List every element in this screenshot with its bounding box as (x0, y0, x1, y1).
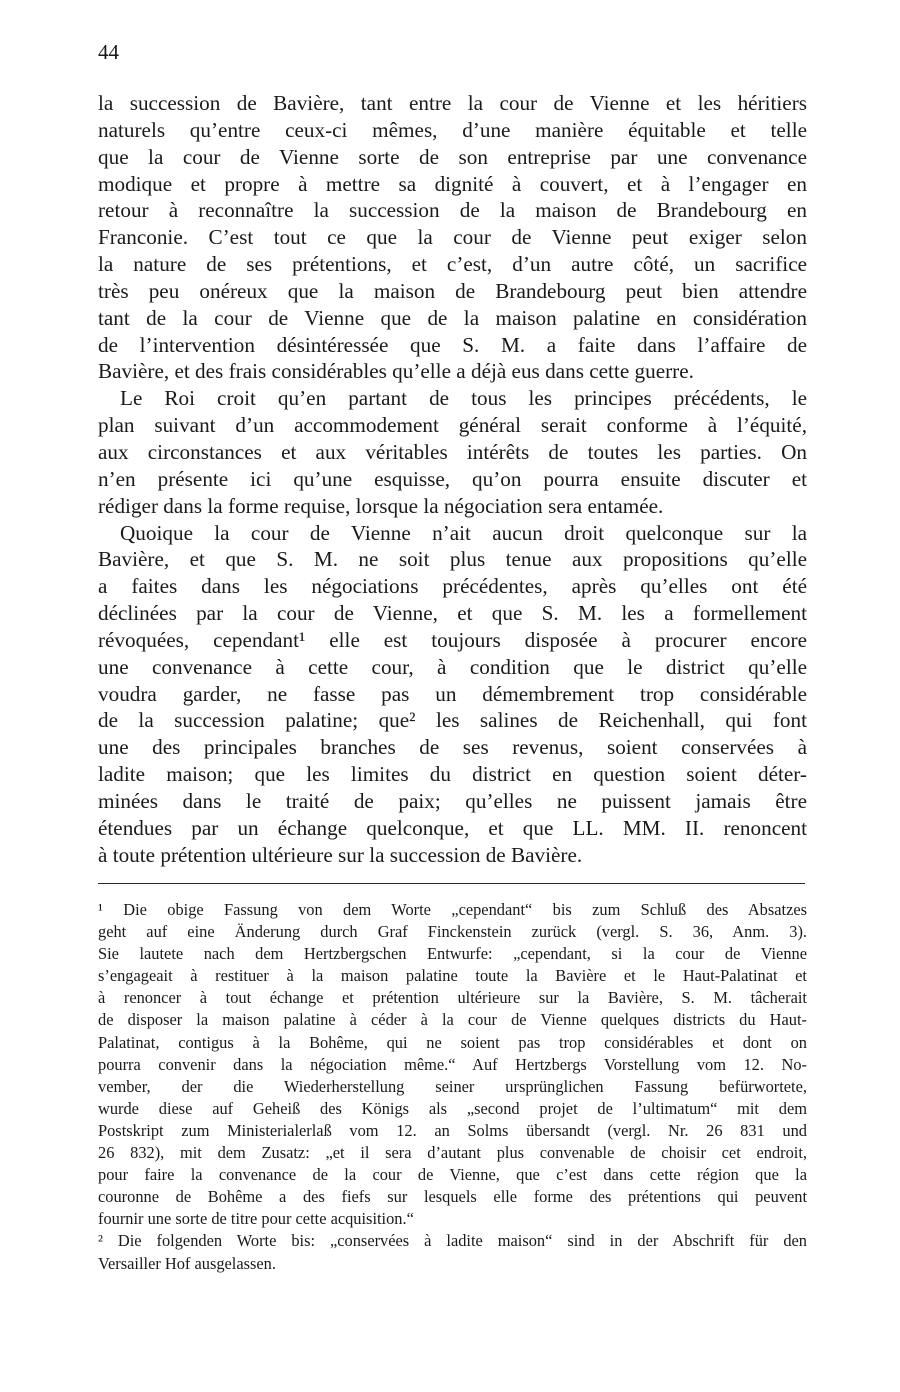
text-line: la nature de ses prétentions, et c’est, d’un autre côté, un sacrifice (98, 252, 807, 277)
footnote-line: s’engageait à restituer à la maison palatine toute la Bavière et le Haut-Palatinat et (98, 966, 807, 986)
text-line: tant de la cour de Vienne que de la maison palatine en considération (98, 305, 807, 330)
text-line: que la cour de Vienne sorte de son entreprise par une convenance (98, 144, 807, 169)
text-line: la succession de Bavière, tant entre la cour de Vienne et les héritiers (98, 91, 807, 115)
footnote-1 (98, 899, 807, 1230)
text-line: a faites dans les négociations précédentes, après qu’elles ont été (98, 574, 807, 599)
paragraph-2 (98, 385, 807, 519)
text-line: n’en présente ici qu’une esquisse, qu’on pourra ensuite discuter et (98, 466, 807, 491)
text-line: plan suivant d’un accommodement général serait conforme à l’équité, (98, 413, 807, 438)
footnote-line: pourra convenir dans la négociation même.“ Auf Hertzbergs Vorstellung vom 12. No- (98, 1054, 807, 1074)
footnote-line: vember, der die Wiederherstellung seiner ursprünglichen Fassung befürwortete, (98, 1076, 807, 1096)
text-line: Franconie. C’est tout ce que la cour de Vienne peut exiger selon (98, 225, 807, 250)
paragraph-1 (98, 90, 807, 385)
footnote-divider (98, 883, 805, 884)
footnote-line: couronne de Bohême a des fiefs sur lesquels elle forme des prétentions qui peuvent (98, 1187, 807, 1207)
footnote-line: Postskript zum Ministerialerlaß vom 12. an Solms übersandt (vergl. Nr. 26 831 und (98, 1120, 807, 1140)
text-line: Le Roi croit qu’en partant de tous les principes précédents, le (120, 386, 807, 411)
footnote-line: fournir une sorte de titre pour cette acquisition.“ (98, 1209, 414, 1229)
text-line: révoquées, cependant¹ elle est toujours disposée à procurer encore (98, 627, 807, 652)
footnote-line: de disposer la maison palatine à céder à la cour de Vienne quelques districts du Haut- (98, 1010, 807, 1030)
text-line: déclinées par la cour de Vienne, et que S. M. les a formellement (98, 601, 807, 626)
text-line: très peu onéreux que la maison de Brandebourg peut bien attendre (98, 278, 807, 303)
footnote-line: 26 832), mit dem Zusatz: „et il sera d’autant plus convenable de choisir cet endroit, (98, 1143, 807, 1163)
text-line: étendues par un échange quelconque, et que LL. MM. II. renoncent (98, 815, 807, 840)
body-text (98, 90, 807, 868)
text-line: rédiger dans la forme requise, lorsque la négociation sera entamée. (98, 493, 664, 518)
footnote-line: ¹ Die obige Fassung von dem Worte „cependant“ bis zum Schluß des Absatzes (98, 900, 807, 919)
footnote-line: wurde diese auf Geheiß des Königs als „second projet de l’ultimatum“ mit dem (98, 1098, 807, 1118)
text-line: de la succession palatine; que² les salines de Reichenhall, qui font (98, 708, 807, 733)
text-line: de l’intervention désintéressée que S. M. a faite dans l’affaire de (98, 332, 807, 357)
text-line: à toute prétention ultérieure sur la succession de Bavière. (98, 842, 583, 867)
text-line: Bavière, et des frais considérables qu’elle a déjà eus dans cette guerre. (98, 359, 694, 384)
page-number: 44 (98, 40, 119, 64)
footnote-line: geht auf eine Änderung durch Graf Finckenstein zurück (vergl. S. 36, Anm. 3). (98, 922, 807, 942)
text-line: aux circonstances et aux véritables intérêts de toutes les parties. On (98, 439, 807, 464)
text-line: Bavière, et que S. M. ne soit plus tenue aux propositions qu’elle (98, 547, 807, 572)
text-line: une convenance à cette cour, à condition que le district qu’elle (98, 654, 807, 679)
footnote-2 (98, 1230, 807, 1274)
footnote-line: pour faire la convenance de la cour de Vienne, que c’est dans cette région que la (98, 1165, 807, 1185)
text-line: retour à reconnaître la succession de la maison de Brandebourg en (98, 198, 807, 223)
footnote-line: ² Die folgenden Worte bis: „conservées à ladite maison“ sind in der Abschrift für den (98, 1231, 807, 1251)
footnote-line: Palatinat, contigus à la Bohême, qui ne soient pas trop considérables et dont on (98, 1032, 807, 1052)
text-line: voudra garder, ne fasse pas un démembrement trop considérable (98, 681, 807, 706)
text-line: minées dans le traité de paix; qu’elles ne puissent jamais être (98, 788, 807, 813)
footnotes (98, 899, 807, 1275)
paragraph-3 (98, 520, 807, 869)
footnote-line: Versailler Hof ausgelassen. (98, 1253, 276, 1273)
footnote-line: Sie lautete nach dem Hertzbergschen Entwurfe: „cependant, si la cour de Vienne (98, 944, 807, 964)
text-line: naturels qu’entre ceux-ci mêmes, d’une manière équitable et telle (98, 117, 807, 142)
text-line: une des principales branches de ses revenus, soient conservées à (98, 735, 807, 760)
text-line: modique et propre à mettre sa dignité à couvert, et à l’engager en (98, 171, 807, 196)
text-line: Quoique la cour de Vienne n’ait aucun droit quelconque sur la (120, 520, 807, 545)
footnote-line: à renoncer à tout échange et prétention ultérieure sur la Bavière, S. M. tâcherait (98, 988, 807, 1008)
text-line: ladite maison; que les limites du district en question soient déter- (98, 762, 807, 787)
